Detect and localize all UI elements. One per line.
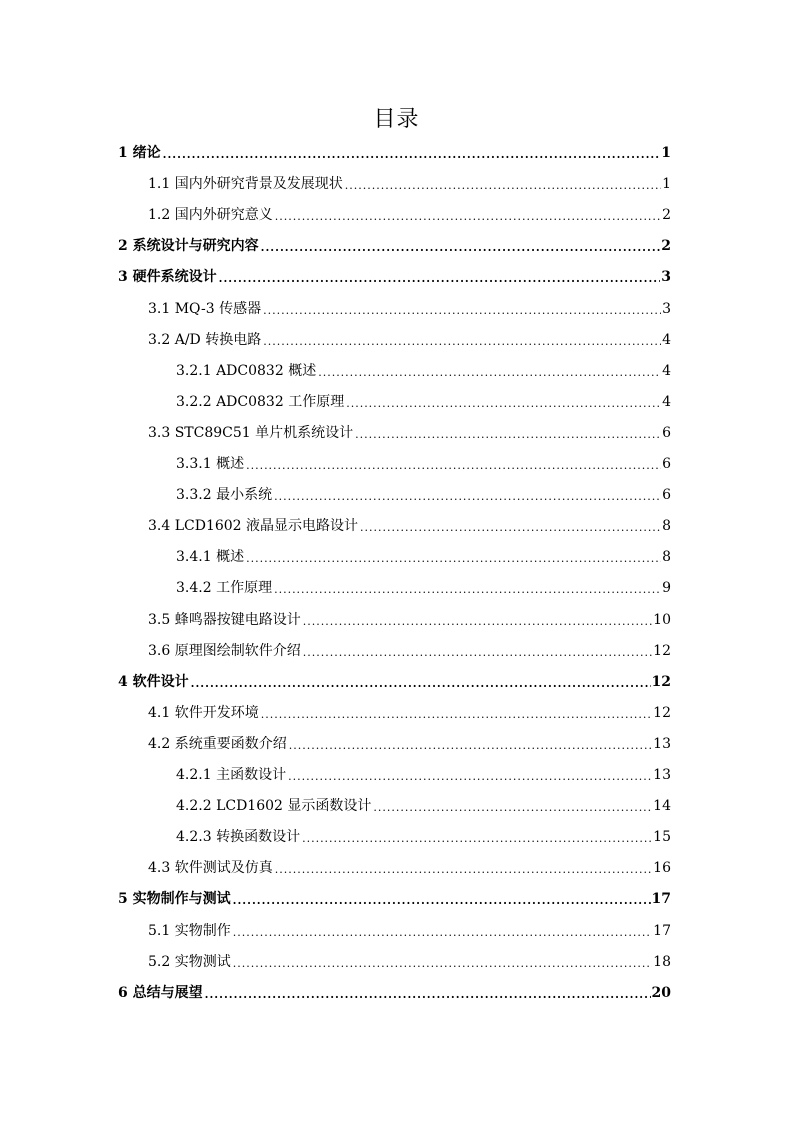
toc-dot-leader [355, 427, 661, 443]
toc-entry[interactable] [148, 423, 671, 443]
toc-entry-title: 2 系统设计与研究内容 [118, 238, 259, 254]
toc-dot-leader [275, 862, 652, 878]
toc-page-number: 4 [662, 332, 671, 348]
toc-page-number: 20 [651, 985, 671, 1001]
toc-entry-title: 1.2 国内外研究意义 [148, 207, 273, 223]
page-title: 目录 [373, 107, 420, 132]
toc-entry[interactable] [176, 392, 671, 412]
toc-dot-leader [261, 240, 661, 256]
toc-dot-leader [360, 520, 661, 536]
toc-entry-title: 3.6 原理图绘制软件介绍 [148, 643, 301, 659]
toc-entry[interactable] [118, 983, 671, 1003]
toc-page-number: 16 [653, 860, 671, 876]
toc-entry-title: 3.3.1 概述 [176, 456, 245, 472]
toc-page-number: 2 [661, 238, 671, 254]
toc-dot-leader [288, 769, 652, 785]
toc-dot-leader [246, 458, 661, 474]
toc-entry-title: 6 总结与展望 [118, 985, 203, 1001]
toc-dot-leader [205, 987, 651, 1003]
toc-dot-leader [233, 956, 652, 972]
toc-page-number: 3 [662, 301, 671, 317]
toc-page-number: 1 [661, 145, 671, 161]
toc-dot-leader [373, 800, 652, 816]
toc-dot-leader [303, 614, 652, 630]
toc-entry-title: 4 软件设计 [118, 674, 189, 690]
toc-page-number: 8 [662, 549, 671, 565]
toc-page-number: 17 [651, 891, 671, 907]
toc-entry-title: 5.2 实物测试 [148, 954, 231, 970]
toc-entry[interactable] [118, 267, 671, 287]
toc-page-number: 3 [661, 269, 671, 285]
toc-dot-leader [233, 925, 652, 941]
toc-entry[interactable] [148, 952, 671, 972]
toc-entry[interactable] [148, 641, 671, 661]
toc-page-number: 15 [653, 829, 671, 845]
toc-entry[interactable] [148, 330, 671, 350]
toc-dot-leader [275, 209, 661, 225]
toc-entry[interactable] [118, 889, 671, 909]
toc-entry-title: 3.2.1 ADC0832 概述 [176, 363, 317, 379]
toc-entry-title: 4.2.1 主函数设计 [176, 767, 287, 783]
toc-page-number: 8 [662, 518, 671, 534]
toc-dot-leader [289, 738, 652, 754]
toc-entry-title: 3.3 STC89C51 单片机系统设计 [148, 425, 354, 441]
toc-entry[interactable] [176, 765, 671, 785]
toc-entry[interactable] [176, 796, 671, 816]
toc-dot-leader [303, 645, 652, 661]
toc-entry-title: 3 硬件系统设计 [118, 269, 217, 285]
toc-entry[interactable] [176, 578, 671, 598]
toc-entry-title: 3.4 LCD1602 液晶显示电路设计 [148, 518, 359, 534]
toc-dot-leader [261, 707, 652, 723]
toc-entry[interactable] [148, 610, 671, 630]
toc-dot-leader [263, 303, 661, 319]
toc-page-number: 6 [662, 456, 671, 472]
toc-dot-leader [274, 489, 661, 505]
toc-page-number: 18 [653, 954, 671, 970]
toc-page-number: 4 [662, 394, 671, 410]
toc-page-number: 12 [653, 643, 671, 659]
toc-entry[interactable] [148, 703, 671, 723]
toc-dot-leader [219, 271, 661, 287]
toc-dot-leader [263, 334, 661, 350]
toc-dot-leader [345, 178, 661, 194]
toc-dot-leader [163, 147, 661, 163]
toc-entry[interactable] [176, 454, 671, 474]
toc-page-number: 2 [662, 207, 671, 223]
toc-dot-leader [346, 396, 661, 412]
toc-entry[interactable] [148, 921, 671, 941]
toc-dot-leader [302, 831, 652, 847]
toc-entry-title: 4.3 软件测试及仿真 [148, 860, 273, 876]
toc-page-number: 1 [662, 176, 671, 192]
toc-entry-title: 3.5 蜂鸣器按键电路设计 [148, 612, 301, 628]
toc-page-number: 13 [653, 736, 671, 752]
toc-entry-title: 3.1 MQ-3 传感器 [148, 301, 262, 317]
toc-entry[interactable] [118, 672, 671, 692]
toc-page-number: 10 [653, 612, 671, 628]
toc-page-number: 12 [653, 705, 671, 721]
toc-entry-title: 1.1 国内外研究背景及发展现状 [148, 176, 343, 192]
toc-entry[interactable] [148, 205, 671, 225]
toc-entry[interactable] [148, 174, 671, 194]
toc-entry[interactable] [118, 143, 671, 163]
toc-page-number: 6 [662, 425, 671, 441]
toc-entry[interactable] [176, 485, 671, 505]
toc-entry-title: 1 绪论 [118, 145, 161, 161]
toc-page-number: 13 [653, 767, 671, 783]
toc-entry-title: 5 实物制作与测试 [118, 891, 231, 907]
toc-entry[interactable] [148, 734, 671, 754]
toc-dot-leader [274, 582, 661, 598]
toc-page-number: 4 [662, 363, 671, 379]
toc-entry[interactable] [176, 827, 671, 847]
toc-entry[interactable] [148, 299, 671, 319]
toc-entry-title: 5.1 实物制作 [148, 923, 231, 939]
toc-entry[interactable] [176, 547, 671, 567]
toc-entry-title: 4.1 软件开发环境 [148, 705, 259, 721]
toc-page-number: 6 [662, 487, 671, 503]
toc-dot-leader [318, 365, 661, 381]
toc-entry[interactable] [148, 516, 671, 536]
toc-entry-title: 3.4.1 概述 [176, 549, 245, 565]
toc-entry[interactable] [118, 236, 671, 256]
toc-dot-leader [191, 676, 651, 692]
toc-entry-title: 3.2.2 ADC0832 工作原理 [176, 394, 345, 410]
toc-page-number: 14 [653, 798, 671, 814]
toc-entry-title: 3.4.2 工作原理 [176, 580, 273, 596]
toc-dot-leader [233, 893, 651, 909]
toc-entry-title: 4.2.3 转换函数设计 [176, 829, 301, 845]
toc-entry[interactable] [148, 858, 671, 878]
toc-entry-title: 4.2.2 LCD1602 显示函数设计 [176, 798, 372, 814]
toc-page-number: 17 [653, 923, 671, 939]
toc-dot-leader [246, 551, 661, 567]
toc-entry-title: 3.3.2 最小系统 [176, 487, 273, 503]
toc-page-number: 9 [662, 580, 671, 596]
toc-page-number: 12 [651, 674, 671, 690]
toc-entry-title: 3.2 A/D 转换电路 [148, 332, 262, 348]
toc-entry-title: 4.2 系统重要函数介绍 [148, 736, 287, 752]
toc-entry[interactable] [176, 361, 671, 381]
